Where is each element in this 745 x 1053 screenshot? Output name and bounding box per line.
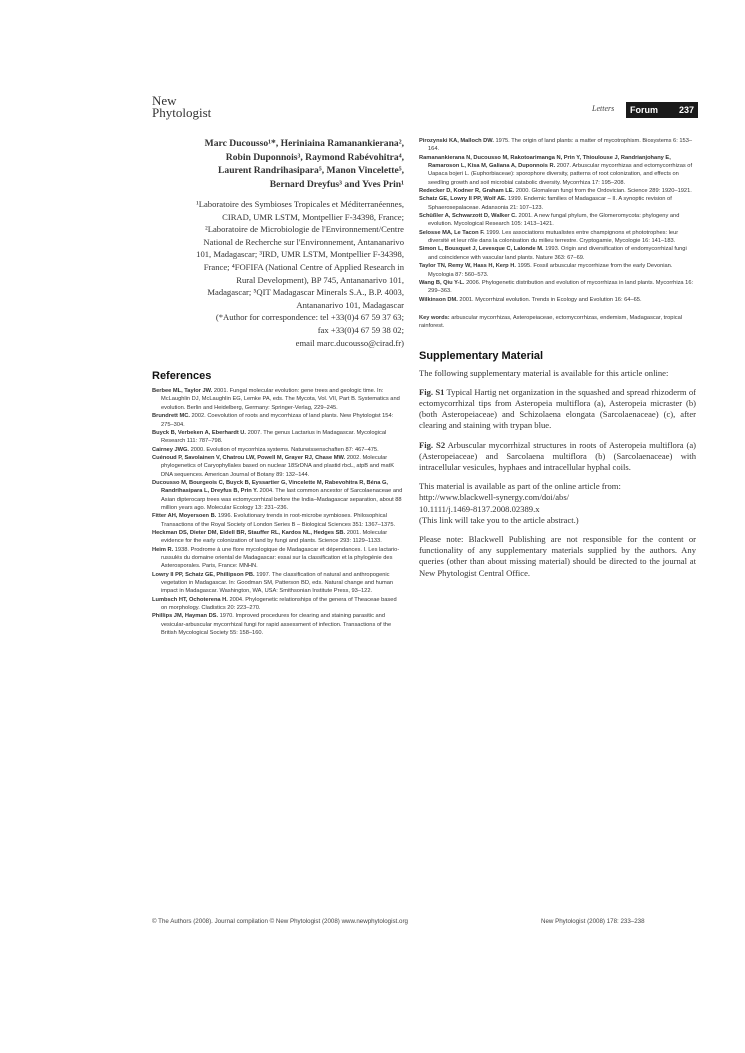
- references-heading: References: [152, 370, 212, 383]
- reference-item: [152, 446, 404, 454]
- reference-text: 2002. Coevolution of roots and mycorrhizas of land plants. New Phytologist 154: 275–304.: [161, 413, 394, 428]
- reference-authors: Buyck B, Verbeken A, Eberhardt U.: [152, 429, 246, 436]
- reference-authors: Wang B, Qiu Y-L.: [419, 279, 465, 286]
- figure-s1-text: Typical Hartig net organization in the squashed and spread rhizoderm of ectomycorrhizal tips from Asteropeia multiflora (a), Asteropeia micraster (b) (both Asteropeiaceae) and Schizolaena elongata (Sarcolaenaceae) (c), after clearing and staining with trypan blue.: [419, 386, 696, 431]
- reference-text: 2001. Mycorrhizal evolution. Trends in Ecology and Evolution 16: 64–65.: [457, 296, 642, 303]
- reference-text: 2001. Fungal molecular evolution: gene trees and geologic time. In: McLaughlin DJ, McLaughlin EG, Lemke PA, eds. The Mycota, Vol. VII, Part B. Systematics and evolution. Berlin and Heidelberg, Germany: Springer-Verlag, 229–245.: [161, 388, 400, 411]
- article-doi[interactable]: 10.1111/j.1469-8137.2008.02389.x: [419, 503, 540, 514]
- reference-authors: Taylor TN, Remy W, Hass H, Kerp H.: [419, 263, 516, 270]
- affiliation-line: email marc.ducousso@cirad.fr): [295, 337, 404, 348]
- reference-authors: Simon L, Bousquet J, Levesque C, Lalonde M.: [419, 246, 544, 253]
- author-line: Robin Duponnois³, Raymond Rabévohitra⁴,: [225, 151, 404, 163]
- reference-text: 2001. A new fungal phylum, the Glomeromycota: phylogeny and evolution. Mycological Research 105: 1413–1421.: [428, 213, 680, 228]
- reference-authors: Schatz GE, Lowry II PP, Wolf AE.: [419, 196, 507, 203]
- reference-authors: Cairney JWG.: [152, 446, 189, 453]
- affiliation-line: CIRAD, UMR LSTM, Montpellier F-34398, France;: [222, 211, 404, 222]
- reference-item: [419, 279, 696, 296]
- reference-authors: Ramanankierana N, Ducousso M, Rakotoarimanga N, Prin Y, Thioulouse J, Randrianjohany E, Ramaroson L, Kisa M, Galiana A, Duponnois R.: [419, 154, 671, 170]
- affiliation-line: ¹Laboratoire des Symbioses Tropicales et Méditerranéennes,: [196, 199, 404, 209]
- reference-item: [152, 529, 404, 546]
- reference-authors: Heim R.: [152, 546, 174, 553]
- reference-list-right: [419, 137, 696, 304]
- journal-logo-line2: Phytologist: [152, 105, 212, 120]
- reference-text: 2004. The last common ancestor of Sarcolaenaceae and Asian dipterocarp trees was ectomycorrhizal before the India–Madagascar separation, about 88 million years ago. Molecular Ecology 13: 231–236.: [161, 488, 403, 511]
- reference-item: [152, 479, 404, 512]
- figure-s1-label: Fig. S1: [419, 386, 445, 397]
- reference-authors: Phillips JM, Hayman DS.: [152, 613, 219, 620]
- footer-citation: New Phytologist (2008) 178: 233–238: [541, 918, 645, 925]
- affiliation-line: Antananarivo 101, Madagascar: [296, 299, 404, 310]
- section-label: Letters: [592, 104, 615, 113]
- figure-s1-caption: [419, 387, 696, 432]
- reference-item: [419, 229, 696, 246]
- affiliation-line: 101, Madagascar; ³IRD, UMR LSTM, Montpellier F-34398,: [196, 249, 404, 260]
- reference-authors: Fitter AH, Moyersoen B.: [152, 513, 217, 520]
- reference-text: 1938. Prodrome à une flore mycologique de Madagascar et dépendances. I. Les lactario-russulés du domaine oriental de Madagascar: essai sur la classification et la phylogénie des Asterosporales. Paris, France: MNHN.: [161, 546, 400, 570]
- reference-item: [419, 137, 696, 154]
- affiliation-line: France; ⁴FOFIFA (National Centre of Applied Research in: [203, 261, 404, 272]
- author-list: [152, 137, 404, 191]
- reference-text: 1999. Les associations mutualistes entre champignons et phototrophes: leur diversité et leur rôle dans la colonisation du milieu terrestre. Cryptogamie, Mycologie 16: 141–183.: [428, 229, 679, 245]
- reference-text: 1993. Origin and diversification of endomycorrhizal fungi and coincidence with vascular land plants. Nature 363: 67–69.: [428, 246, 687, 261]
- reference-authors: Heckman DS, Dieter DM, Eidell BR, Stauffer RL, Kardos NL, Hedges SB.: [152, 529, 346, 536]
- reference-item: [152, 412, 404, 429]
- reference-item: [152, 512, 404, 529]
- reference-text: 2007. The genus Lactarius in Madagascar. Mycological Research 111: 787–798.: [161, 429, 387, 445]
- reference-authors: Wilkinson DM.: [419, 296, 458, 303]
- reference-authors: Cuénoud P, Savolainen V, Chatrou LW, Powell M, Grayer RJ, Chase MW.: [152, 454, 346, 461]
- affiliation-line: (*Author for correspondence: tel +33(0)4 67 59 37 63;: [215, 312, 404, 323]
- reference-item: [152, 596, 404, 613]
- reference-item: [419, 262, 696, 279]
- author-line: Marc Ducousso¹*, Heriniaina Ramanankierana²,: [204, 138, 404, 149]
- reference-item: [419, 212, 696, 229]
- reference-text: 2006. Phylogenetic distribution and evolution of mycorrhizas in land plants. Mycorrhiza 16: 299–363.: [428, 279, 694, 295]
- forum-page-box: [626, 102, 698, 118]
- reference-text: 2000. Evolution of mycorrhiza systems. Naturwissenschaften 87: 467–475.: [188, 446, 379, 453]
- reference-item: [419, 187, 696, 195]
- affiliation-line: ²Laboratoire de Microbiologie de l'Environnement/Centre: [205, 224, 404, 235]
- reference-authors: Ducousso M, Bourgeois C, Buyck B, Eyssartier G, Vincelette M, Rabevohitra R, Béna G, Randrihasipara L, Dreyfus B, Prin Y.: [152, 479, 388, 495]
- affiliation-line: fax +33(0)4 67 59 38 02;: [317, 324, 404, 335]
- journal-logo: [152, 95, 211, 119]
- keywords-text: arbuscular mycorrhizas, Asteropeiaceae, ectomycorrhizas, endemism, Madagascar, tropical rainforest.: [419, 314, 683, 330]
- reference-item: [419, 245, 696, 262]
- reference-text: 1970. Improved procedures for clearing and staining parasitic and vesicular-arbuscular mycorrhizal fungi for rapid assessment of infection. Transactions of the British Mycological Society 55: 158–160.: [161, 613, 392, 637]
- affiliation-line: National de Recherche sur l'Environnement, Antananarivo: [203, 236, 404, 247]
- affiliation-line: Madagascar; ⁵QIT Madagascar Minerals S.A., B.P. 4003,: [207, 287, 404, 298]
- reference-item: [152, 454, 404, 479]
- reference-item: [419, 154, 696, 187]
- reference-item: [419, 195, 696, 212]
- reference-authors: Selosse MA, Le Tacon F.: [419, 229, 485, 236]
- reference-text: 1996. Evolutionary trends in root-microbe symbioses. Philosophical Transactions of the Royal Society of London Series B – Biological Sciences 351: 1367–1375.: [161, 513, 396, 528]
- page-number: 237: [678, 105, 694, 115]
- reference-item: [152, 571, 404, 596]
- reference-item: [152, 546, 404, 571]
- reference-text: 2004. Phylogenetic relationships of the genera of Theaceae based on morphology. Cladistics 20: 223–270.: [161, 596, 397, 612]
- reference-text: 1995. Fossil arbuscular mycorrhizae from the early Devonian. Mycologia 87: 560–573.: [428, 263, 673, 278]
- article-url[interactable]: http://www.blackwell-synergy.com/doi/abs/: [419, 492, 570, 503]
- publisher-note: Please note: Blackwell Publishing are not responsible for the content or functionality of any supplementary materials supplied by the authors. Any queries (other than about missing material) should be directed to the journal at New Phytologist Central Office.: [419, 534, 696, 578]
- availability-note: (This link will take you to the article abstract.): [419, 514, 579, 525]
- reference-item: [152, 612, 404, 637]
- figure-s2-label: Fig. S2: [419, 439, 446, 450]
- reference-text: 1997. The classification of natural and anthropogenic vegetation in Madagascar. In: Goodman SM, Patterson BD, eds. Natural change and human impact in Madagascar. Washington, WA, USA: Smithsonian Institute Press, 93–122.: [161, 571, 394, 595]
- reference-text: 2001. Molecular evidence for the early colonization of land by fungi and plants. Science 293: 1129–1133.: [161, 529, 388, 545]
- footer-copyright: © The Authors (2008). Journal compilation © New Phytologist (2008) www.newphytologist.org: [152, 918, 408, 925]
- reference-item: [152, 429, 404, 446]
- figure-s2-caption: [419, 440, 696, 474]
- figure-s2-text: Arbuscular mycorrhizal structures in roots of Asteropeia multiflora (a) (Asteropeiaceae) and Sarcolaena multiflora (b) (Sarcolaenaceae) with intracellular vesicules, hyphaes and intracellular hyphal coils.: [419, 439, 697, 472]
- reference-authors: Lumbsch HT, Ochoterena H.: [152, 596, 228, 603]
- affiliations: [152, 198, 404, 349]
- keywords: [419, 314, 696, 331]
- reference-authors: Brundrett MC.: [152, 413, 190, 420]
- author-line: Bernard Dreyfus³ and Yves Prin¹: [269, 178, 404, 190]
- supplementary-intro: The following supplementary material is available for this article online:: [419, 367, 669, 378]
- keywords-label: Key words:: [419, 314, 450, 321]
- reference-item: [419, 296, 696, 304]
- left-column: [152, 137, 404, 637]
- reference-text: 2000. Glomalean fungi from the Ordovician. Science 289: 1920–1921.: [514, 188, 692, 195]
- availability-line: This material is available as part of the online article from:: [419, 481, 621, 492]
- reference-authors: Schüßler A, Schwarzott D, Walker C.: [419, 213, 517, 220]
- journal-logo-line1: New: [152, 93, 177, 108]
- reference-list-left: [152, 387, 404, 637]
- supplementary-heading: Supplementary Material: [419, 349, 544, 362]
- reference-authors: Pirozynski KA, Malloch DW.: [419, 138, 494, 144]
- availability-block: [419, 481, 696, 526]
- reference-text: 1999. Endemic families of Madagascar – II. A synoptic revision of Sphaerosepalaceae. Adansonia 21: 107–123.: [428, 196, 672, 211]
- reference-text: 2002. Molecular phylogenetics of Caryophyllales based on nuclear 18SrDNA and plastid rbcL, atpB and matK DNA sequences. American Journal of Botany 89: 132–144.: [161, 454, 395, 478]
- reference-authors: Lowry II PP, Schatz GE, Phillipson PB.: [152, 571, 255, 578]
- forum-label: Forum: [630, 105, 658, 115]
- reference-authors: Berbee ML, Taylor JW.: [152, 388, 213, 395]
- reference-text: 1975. The origin of land plants: a matter of mycotrophism. Biosystems 6: 153–164.: [428, 138, 693, 153]
- affiliation-line: Rural Development), BP 745, Antananarivo 101,: [236, 274, 404, 285]
- right-column: [419, 137, 696, 587]
- reference-authors: Redecker D, Kodner R, Graham LE.: [419, 188, 515, 195]
- reference-text: 2007. Arbuscular mycorrhizas and ectomycorrhizas of Uapaca bojeri L. (Euphorbiaceae): sporophore diversity, patterns of root colonization, and effects on seedling growth and soil microbial catabolic diversity. Mycorrhiza 17: 195–208.: [428, 163, 693, 186]
- reference-item: [152, 387, 404, 412]
- author-line: Laurent Randrihasipara⁵, Manon Vincelette⁵,: [218, 165, 404, 176]
